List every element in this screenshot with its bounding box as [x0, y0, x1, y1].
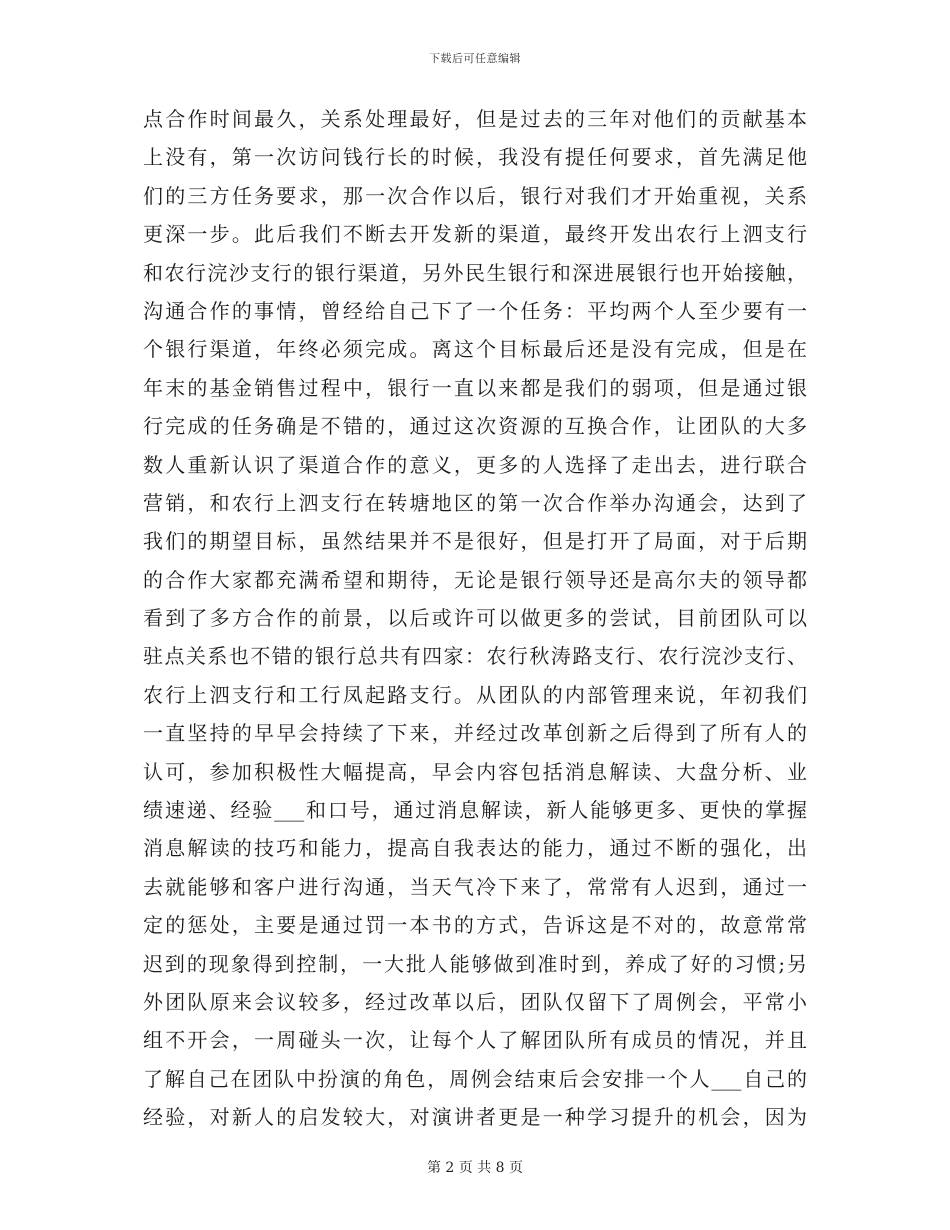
text-line: 和农行浣沙支行的银行渠道，另外民生银行和深进展银行也开始接触， [143, 260, 807, 285]
text-line: 行完成的任务确是不错的，通过这次资源的互换合作，让团队的大多 [143, 414, 807, 439]
text-line: 消息解读的技巧和能力，提高自我表达的能力，通过不断的强化，出 [143, 836, 807, 861]
text-line: 了解自己在团队中扮演的角色，周例会结束后会安排一个人___自己的 [143, 1066, 807, 1091]
text-line: 我们的期望目标，虽然结果并不是很好，但是打开了局面，对于后期 [143, 529, 807, 554]
text-line: 个银行渠道，年终必须完成。离这个目标最后还是没有完成，但是在 [143, 337, 807, 362]
text-line: 认可，参加积极性大幅提高，早会内容包括消息解读、大盘分析、业 [143, 759, 807, 784]
text-line: 营销，和农行上泗支行在转塘地区的第一次合作举办沟通会，达到了 [143, 490, 807, 515]
text-line: 外团队原来会议较多，经过改革以后，团队仅留下了周例会，平常小 [143, 989, 807, 1014]
text-line: 的合作大家都充满希望和期待，无论是银行领导还是高尔夫的领导都 [143, 567, 807, 592]
document-body [143, 100, 807, 1137]
text-line: 驻点关系也不错的银行总共有四家：农行秋涛路支行、农行浣沙支行、 [143, 644, 807, 669]
text-line: 经验，对新人的启发较大，对演讲者更是一种学习提升的机会，因为 [143, 1105, 807, 1130]
text-line: 年末的基金销售过程中，银行一直以来都是我们的弱项，但是通过银 [143, 375, 807, 400]
text-line: 数人重新认识了渠道合作的意义，更多的人选择了走出去，进行联合 [143, 452, 807, 477]
text-line: 上没有，第一次访问钱行长的时候，我没有提任何要求，首先满足他 [143, 145, 807, 170]
page-number: 第 2 页 共 8 页 [426, 1160, 524, 1176]
text-line: 点合作时间最久，关系处理最好，但是过去的三年对他们的贡献基本 [143, 107, 807, 131]
text-line: 绩速递、经验___和口号，通过消息解读，新人能够更多、更快的掌握 [143, 798, 807, 823]
text-line: 看到了多方合作的前景，以后或许可以做更多的尝试，目前团队可以 [143, 606, 807, 631]
text-line: 一直坚持的早早会持续了下来，并经过改革创新之后得到了所有人的 [143, 721, 807, 746]
text-line: 去就能够和客户进行沟通，当天气冷下来了，常常有人迟到，通过一 [143, 874, 807, 899]
page-header-note: 下载后可任意编辑 [429, 52, 521, 65]
text-line: 农行上泗支行和工行凤起路支行。从团队的内部管理来说，年初我们 [143, 682, 807, 707]
text-line: 们的三方任务要求，那一次合作以后，银行对我们才开始重视，关系 [143, 183, 807, 208]
text-line: 定的惩处，主要是通过罚一本书的方式，告诉这是不对的，故意常常 [143, 913, 807, 938]
text-line: 迟到的现象得到控制，一大批人能够做到准时到，养成了好的习惯;另 [143, 951, 807, 976]
text-line: 组不开会，一周碰头一次，让每个人了解团队所有成员的情况，并且 [143, 1028, 807, 1053]
text-line: 更深一步。此后我们不断去开发新的渠道，最终开发出农行上泗支行 [143, 222, 807, 247]
text-line: 沟通合作的事情，曾经给自己下了一个任务：平均两个人至少要有一 [143, 298, 807, 323]
